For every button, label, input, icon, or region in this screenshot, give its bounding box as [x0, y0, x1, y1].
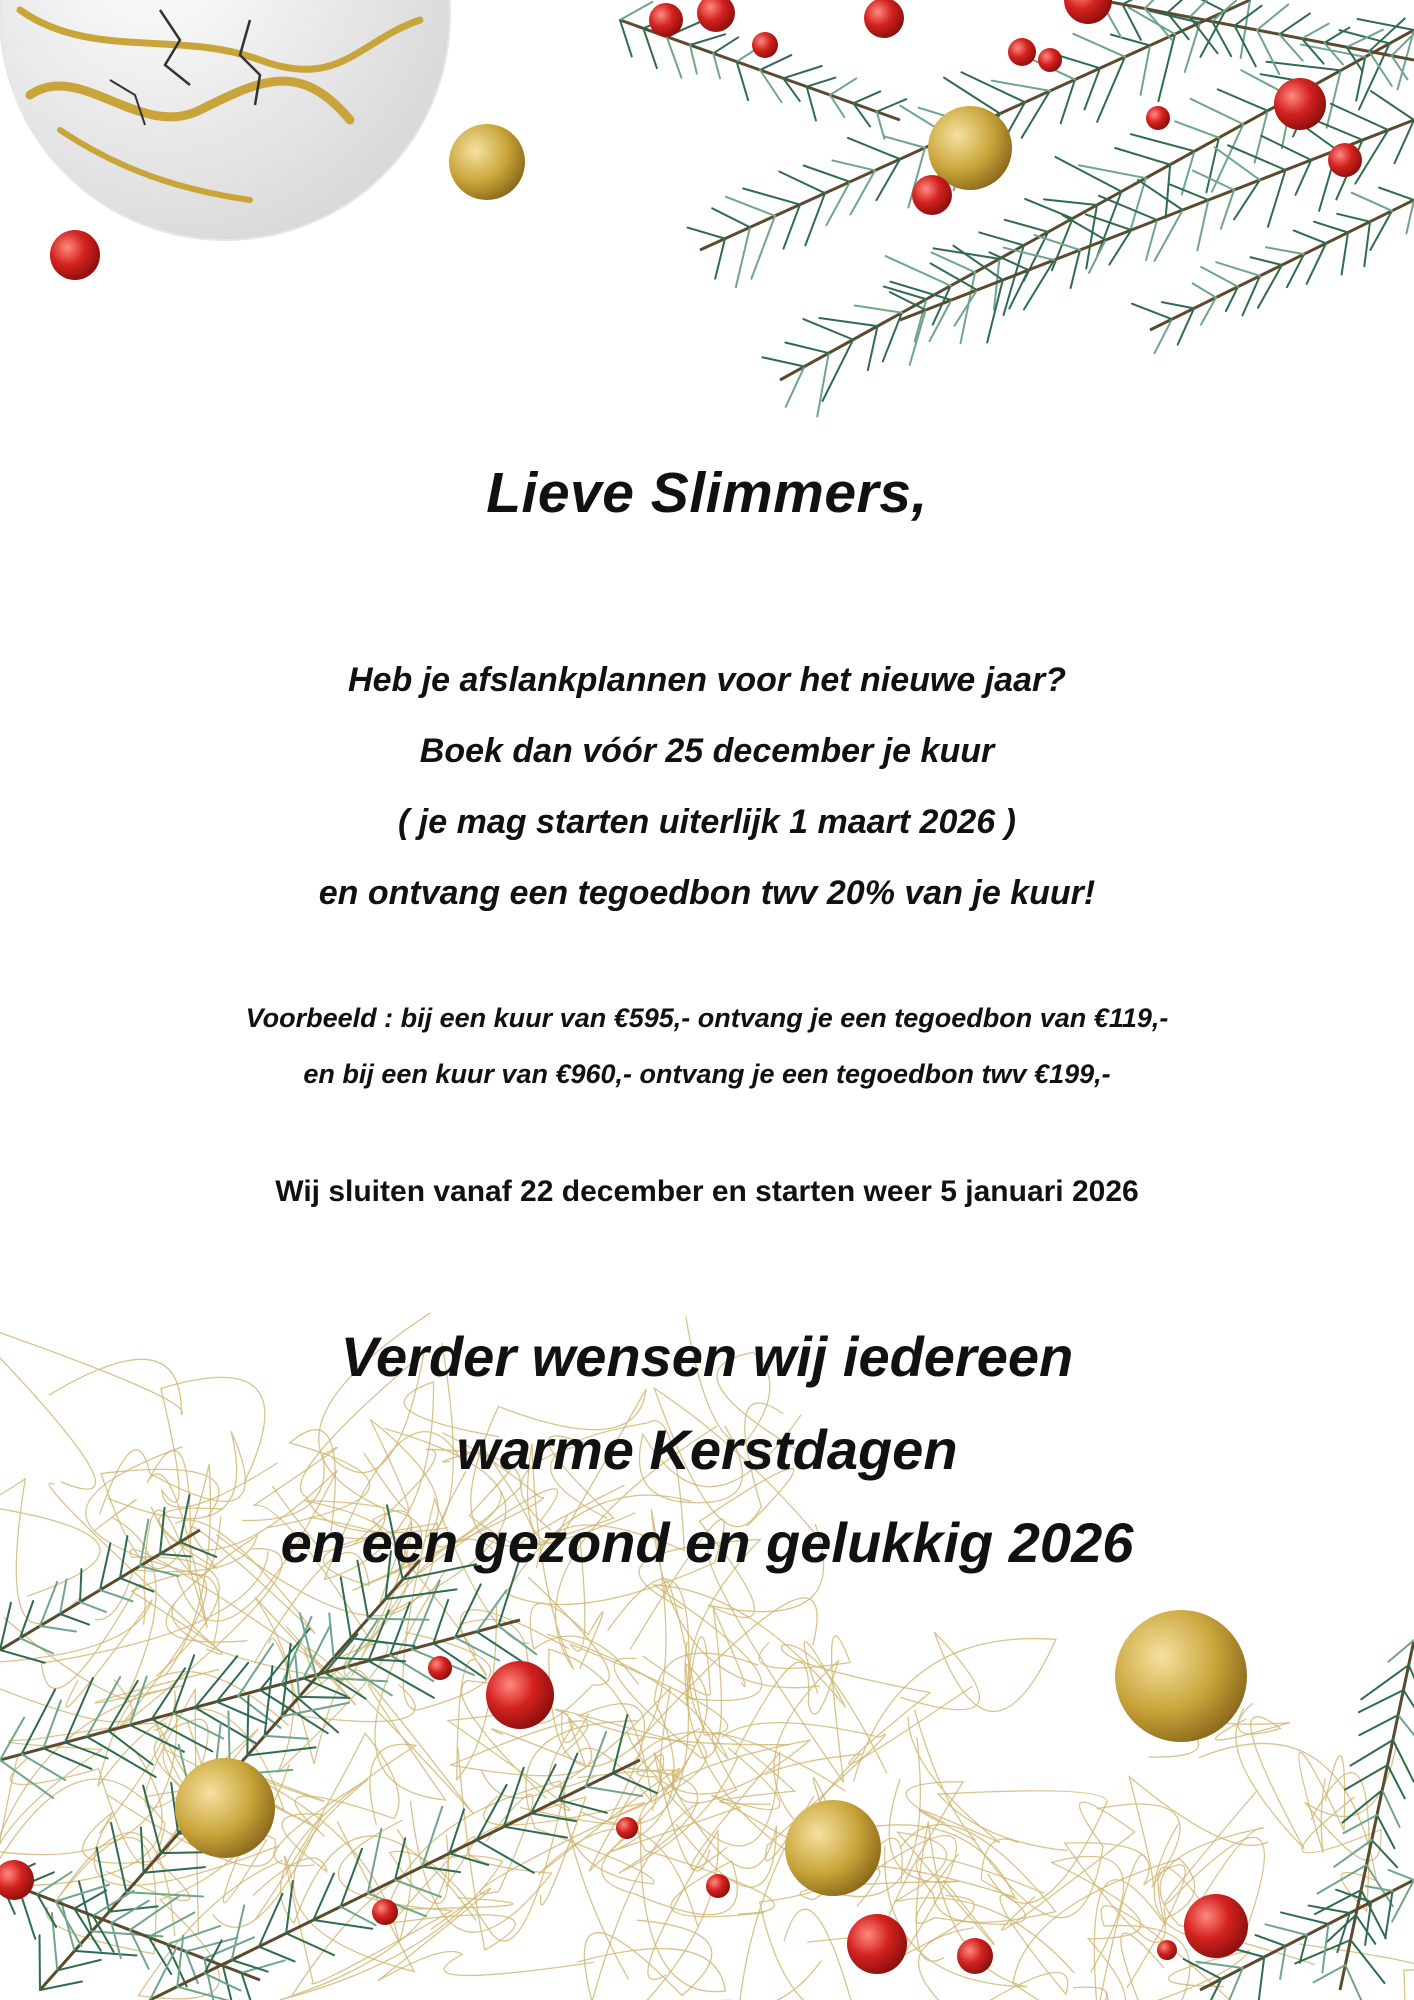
pine-needle: [712, 208, 750, 227]
pine-needle: [667, 37, 682, 78]
pine-needle: [1350, 1740, 1392, 1766]
pine-needle: [1352, 193, 1392, 211]
pine-needle: [1316, 120, 1363, 140]
pine-needle: [1294, 230, 1326, 243]
gold-wire: [305, 1570, 473, 1813]
gold-wire: [908, 1710, 1000, 1843]
pine-needle: [1191, 99, 1244, 124]
pine-needle: [953, 246, 1002, 280]
pine-needle: [1216, 262, 1260, 276]
pine-needle: [1265, 1924, 1307, 1935]
offer-line: Heb je afslankplannen voor het nieuwe jaar?: [348, 661, 1066, 699]
red-berry-icon: [1328, 143, 1362, 177]
pine-needle: [395, 1880, 441, 1897]
pine-needle: [848, 138, 900, 159]
pine-needle: [1201, 267, 1238, 287]
gold-wire: [637, 1728, 780, 1869]
pine-needle: [910, 310, 926, 365]
pine-needle: [987, 280, 1003, 343]
pine-needle: [247, 1696, 248, 1755]
pine-needle: [1044, 199, 1097, 205]
pine-needle: [1279, 13, 1309, 34]
pine-needle: [108, 1731, 152, 1765]
offer-block: [0, 645, 1414, 929]
red-berry-icon: [752, 32, 778, 58]
red-berry-icon: [1146, 106, 1170, 130]
closing-wishes: [0, 1310, 1414, 1589]
pine-needle: [713, 53, 720, 78]
red-berry-icon: [1064, 0, 1112, 24]
pine-needle: [43, 1748, 91, 1769]
closure-notice: Wij sluiten vanaf 22 december en starten weer 5 januari 2026: [275, 1175, 1139, 1208]
gold-bauble-icon: [1115, 1610, 1247, 1742]
pine-needle: [779, 172, 825, 194]
pine-needle: [1146, 220, 1157, 260]
pine-needle: [1115, 148, 1170, 165]
pine-needle: [620, 20, 632, 56]
pine-needle: [329, 1613, 333, 1657]
gold-wire: [275, 1779, 415, 1971]
pine-needle: [1257, 4, 1288, 30]
gold-wire: [708, 1909, 863, 2000]
pine-needle: [1281, 1912, 1328, 1924]
pine-needle: [853, 91, 880, 103]
pine-needle: [1055, 157, 1121, 192]
pine-needle: [1314, 222, 1348, 233]
pine-needle: [1206, 138, 1219, 193]
pine-needle: [1314, 1965, 1346, 1982]
pine-needle: [715, 239, 725, 279]
pine-needle: [877, 99, 907, 111]
pine-needle: [1162, 302, 1194, 308]
pine-needle: [1268, 170, 1286, 227]
pine-needle: [886, 256, 951, 286]
pine-needle: [1228, 145, 1285, 170]
pine-needle: [186, 1938, 238, 1952]
pine-needle: [1365, 1902, 1371, 1945]
pine-needle: [832, 160, 875, 170]
pine-needle: [100, 1590, 133, 1601]
pine-needle: [1371, 91, 1414, 120]
pine-needle: [1393, 1740, 1414, 1781]
red-berry-icon: [486, 1661, 554, 1729]
pine-needle: [1079, 165, 1146, 178]
pine-needle: [232, 1905, 245, 1960]
red-berry-icon: [847, 1914, 907, 1974]
example-line: en bij een kuur van €960,- ontvang je een tegoedbon twv €199,-: [303, 1059, 1111, 1089]
pine-needle: [80, 1602, 106, 1612]
pine-needle: [884, 136, 925, 148]
pine-needle: [1266, 247, 1304, 254]
pine-needle: [173, 1655, 194, 1713]
pine-needle: [643, 28, 657, 68]
pine-needle: [455, 1584, 481, 1637]
pine-needle: [1351, 1940, 1385, 1983]
pine-needle: [259, 1894, 283, 1947]
pine-needle: [1345, 1765, 1387, 1790]
pine-needle: [1196, 1962, 1242, 1968]
pine-needle: [22, 1754, 65, 1780]
pine-needle: [455, 1638, 499, 1661]
gold-wire: [388, 1781, 629, 1979]
pine-needle: [1377, 1815, 1395, 1848]
pine-needle: [992, 81, 1050, 91]
pine-needle: [87, 1737, 156, 1777]
pine-needle: [195, 1656, 237, 1707]
pine-needle: [1154, 210, 1182, 261]
pine-needle: [75, 1951, 137, 1956]
pine-needle: [804, 166, 850, 182]
pine-needle: [1403, 1690, 1414, 1720]
pine-needle: [79, 1881, 92, 1931]
gold-wire: [938, 1791, 1107, 1903]
gold-wire: [602, 1830, 765, 1917]
closing-line: warme Kerstdagen: [456, 1418, 958, 1481]
pine-needle: [1327, 70, 1341, 127]
red-berry-icon: [957, 1938, 993, 1974]
pine-needle: [1166, 165, 1170, 218]
gold-wire: [853, 1632, 1055, 1782]
red-berry-icon: [1157, 1940, 1177, 1960]
red-berry-icon: [1274, 78, 1326, 130]
pine-needle: [1388, 1765, 1405, 1798]
pine-needle: [819, 318, 877, 326]
red-berry-icon: [50, 230, 100, 280]
pine-needle: [1385, 1891, 1392, 1938]
gold-wire: [654, 1585, 846, 1707]
pine-needle: [726, 197, 775, 216]
pine-needle: [1258, 1957, 1264, 2000]
pine-needle: [56, 1901, 82, 1946]
pine-needle: [1366, 1886, 1393, 1891]
pine-needle: [1339, 30, 1389, 43]
pine-needle: [1382, 1790, 1399, 1827]
gold-wire: [608, 1579, 711, 1705]
example-block: [0, 990, 1414, 1102]
red-berry-icon: [1184, 1894, 1248, 1958]
red-berry-icon: [912, 175, 952, 215]
pine-needle: [1167, 0, 1193, 13]
red-berry-icon: [428, 1656, 452, 1680]
gold-wire: [480, 1795, 645, 1894]
pine-needle: [1359, 1690, 1403, 1712]
pine-needle: [868, 326, 878, 370]
pine-needle: [762, 357, 804, 366]
pine-needle: [737, 62, 748, 100]
pine-needle: [60, 1614, 89, 1625]
gold-wire: [973, 1802, 1135, 1930]
gold-wire: [1236, 1703, 1304, 1848]
pine-needle: [1261, 136, 1311, 160]
pine-needle: [368, 1619, 428, 1620]
gold-bauble-icon: [449, 124, 525, 200]
pine-needle: [1005, 220, 1048, 232]
pine-needle: [299, 1697, 349, 1698]
offer-line: en ontvang een tegoedbon twv 20% van je kuur!: [318, 874, 1096, 912]
pine-needle: [286, 1881, 293, 1933]
pine-needle: [1379, 188, 1414, 200]
gold-wire: [1097, 1777, 1268, 1887]
pine-needle: [295, 1653, 299, 1697]
pine-needle: [1324, 28, 1349, 43]
pine-needle: [1212, 1, 1236, 22]
red-berry-icon: [1038, 48, 1062, 72]
pine-needle: [1389, 1870, 1414, 1880]
pine-needle: [1158, 34, 1175, 101]
red-berry-icon: [616, 1817, 638, 1839]
pine-needle: [830, 78, 856, 95]
red-berry-icon: [649, 3, 683, 37]
pine-needle: [1170, 184, 1208, 200]
pine-needle: [141, 1827, 144, 1872]
pine-needle: [0, 1760, 53, 1798]
pine-needle: [1218, 89, 1268, 110]
pine-needle: [961, 272, 976, 343]
gold-bauble-icon: [175, 1758, 275, 1858]
pine-needle: [1175, 121, 1219, 137]
pine-needle: [1197, 200, 1208, 250]
pine-needle: [736, 227, 750, 287]
pine-needle: [40, 1626, 76, 1631]
pine-needle: [1099, 196, 1157, 220]
closing-line: Verder wensen wij iedereen: [340, 1325, 1074, 1388]
pine-needle: [265, 1666, 273, 1736]
pine-needle: [259, 1947, 295, 1962]
pine-needle: [1337, 214, 1370, 222]
pine-needle: [785, 342, 828, 353]
pine-needle: [433, 1600, 448, 1643]
gold-wire: [1013, 1859, 1195, 2000]
pine-needle: [97, 1848, 109, 1912]
pine-needle: [877, 112, 885, 139]
gold-wire: [1302, 1744, 1397, 1861]
pine-needle: [1138, 180, 1183, 210]
pine-needle: [855, 306, 902, 313]
pine-needle: [688, 228, 725, 239]
red-berry-icon: [864, 0, 904, 38]
pine-needle: [713, 37, 738, 53]
pine-needle: [1406, 200, 1414, 233]
pine-needle: [1317, 1865, 1366, 1894]
offer-line: ( je mag starten uiterlijk 1 maart 2026 ): [398, 803, 1016, 841]
pine-needle: [1131, 134, 1195, 151]
pine-needle: [20, 1638, 53, 1653]
pine-needle: [341, 1907, 376, 1926]
pine-needle: [690, 34, 725, 45]
pine-needle: [1342, 233, 1348, 275]
pine-needle: [743, 188, 800, 204]
pine-needle: [807, 87, 816, 121]
pine-needle: [783, 66, 821, 78]
pine-needle: [1071, 250, 1080, 288]
closing-line: en een gezond en gelukkig 2026: [280, 1511, 1134, 1574]
pine-needle: [1301, 45, 1365, 57]
pine-needle: [1141, 45, 1150, 94]
pine-needle: [1256, 1935, 1286, 1946]
pine-needle: [265, 1736, 308, 1739]
pine-needle: [1345, 1965, 1362, 2000]
pine-needle: [620, 2, 652, 20]
pine-needle: [1111, 35, 1150, 46]
gold-wire: [1017, 1856, 1141, 2000]
greeting-heading: Lieve Slimmers,: [486, 461, 928, 525]
gold-wire: [255, 1733, 399, 1919]
red-berry-icon: [706, 1874, 730, 1898]
pine-needle: [1302, 24, 1329, 39]
pine-needle: [1358, 19, 1414, 30]
red-berry-icon: [1008, 38, 1036, 66]
pine-needle: [962, 72, 1025, 102]
pine-needle: [1364, 222, 1370, 267]
pine-needle: [1132, 304, 1172, 319]
white-ornament-icon: [0, 0, 450, 240]
example-line: Voorbeeld : bij een kuur van €595,- ontvang je een tegoedbon van €119,-: [245, 1003, 1169, 1033]
pine-needle: [1251, 257, 1282, 265]
pine-needle: [807, 78, 836, 87]
pine-needle: [1193, 283, 1216, 297]
pine-needle: [690, 45, 697, 73]
pine-needle: [1257, 30, 1279, 74]
pine-needle: [1215, 147, 1260, 180]
gold-bauble-icon: [785, 1800, 881, 1896]
offer-line: Boek dan vóór 25 december je kuur: [419, 732, 995, 770]
pine-needle: [979, 232, 1024, 245]
pine-needle: [817, 353, 828, 416]
gold-wire: [900, 1825, 1056, 1923]
red-berry-icon: [372, 1899, 398, 1925]
pine-needle: [586, 1787, 643, 1796]
red-berry-icon: [697, 0, 735, 32]
pine-needle: [1359, 1715, 1398, 1735]
pine-needle: [1280, 1946, 1285, 1979]
